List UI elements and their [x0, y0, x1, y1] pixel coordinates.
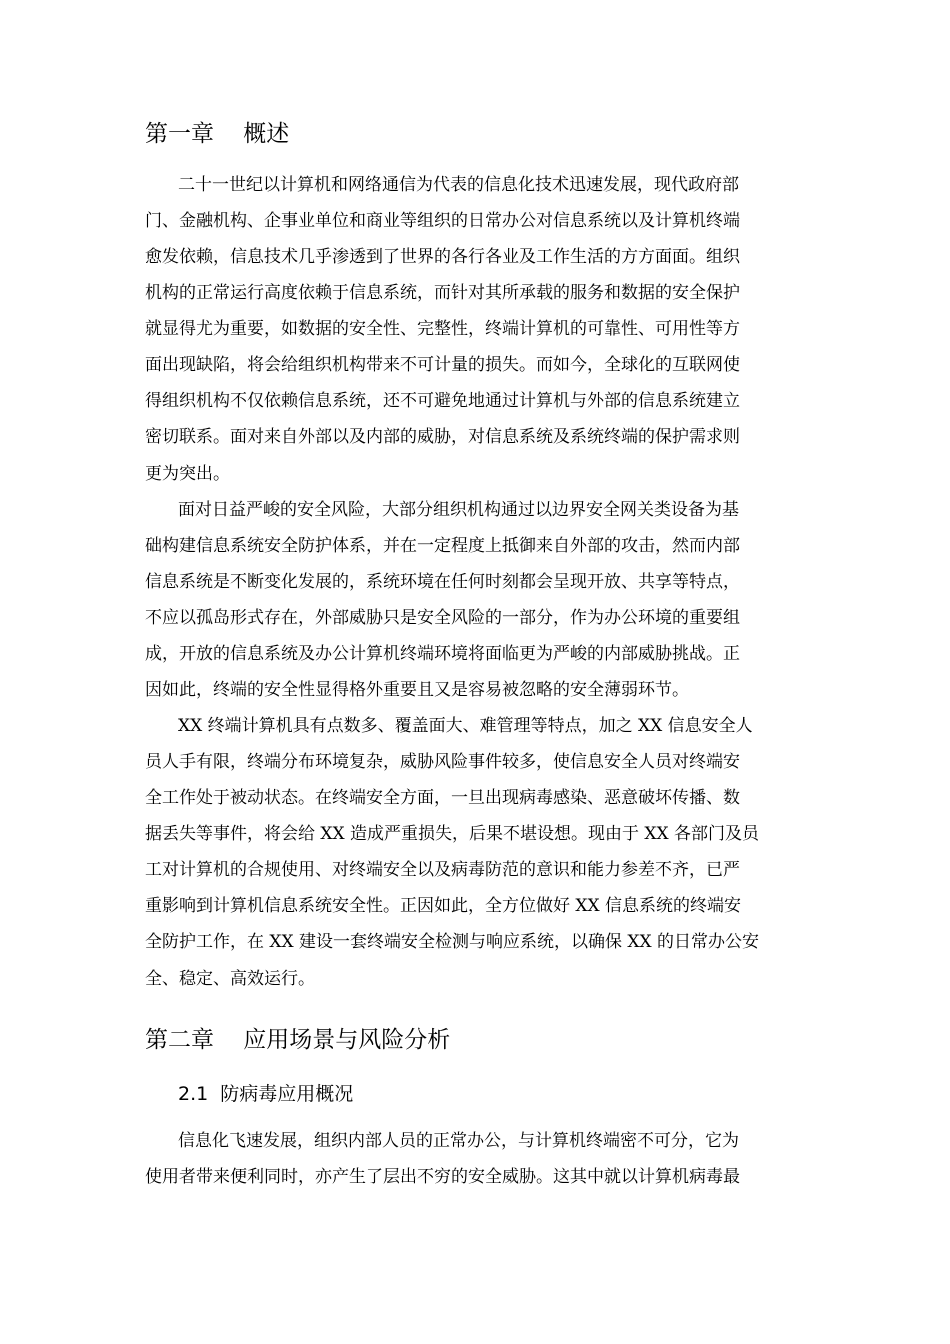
paragraph-line: 更为突出。 [145, 464, 230, 484]
paragraph-line: 全防护工作，在 XX 建设一套终端安全检测与响应系统，以确保 XX 的日常办公安 [145, 932, 760, 952]
paragraph-line: 就显得尤为重要，如数据的安全性、完整性，终端计算机的可靠性、可用性等方 [145, 319, 740, 339]
paragraph-line: 门、金融机构、企事业单位和商业等组织的日常办公对信息系统以及计算机终端 [145, 211, 740, 231]
paragraph-line: 因如此，终端的安全性显得格外重要且又是容易被忽略的安全薄弱环节。 [145, 680, 689, 700]
paragraph-line: 成，开放的信息系统及办公计算机终端环境将面临更为严峻的内部威胁挑战。正 [145, 644, 740, 664]
paragraph-line: 面出现缺陷，将会给组织机构带来不可计量的损失。而如今，全球化的互联网使 [145, 355, 740, 375]
paragraph-line: 工对计算机的合规使用、对终端安全以及病毒防范的意识和能力参差不齐，已严 [145, 860, 740, 880]
section-2-1-title: 2.1 防病毒应用概况 [178, 1083, 354, 1105]
paragraph-line: XX 终端计算机具有点数多、覆盖面大、难管理等特点，加之 XX 信息安全人 [178, 716, 753, 736]
paragraph-line: 不应以孤岛形式存在，外部威胁只是安全风险的一部分，作为办公环境的重要组 [145, 608, 740, 628]
paragraph-line: 使用者带来便利同时，亦产生了层出不穷的安全威胁。这其中就以计算机病毒最 [145, 1167, 740, 1187]
paragraph-line: 得组织机构不仅依赖信息系统，还不可避免地通过计算机与外部的信息系统建立 [145, 391, 740, 411]
paragraph-line: 全、稳定、高效运行。 [145, 969, 315, 989]
paragraph-line: 二十一世纪以计算机和网络通信为代表的信息化技术迅速发展，现代政府部 [178, 175, 739, 195]
paragraph-line: 全工作处于被动状态。在终端安全方面，一旦出现病毒感染、恶意破坏传播、数 [145, 788, 740, 808]
paragraph-line: 愈发依赖，信息技术几乎渗透到了世界的各行各业及工作生活的方方面面。组织 [145, 247, 740, 267]
paragraph-line: 础构建信息系统安全防护体系，并在一定程度上抵御来自外部的攻击，然而内部 [145, 536, 740, 556]
paragraph-line: 信息化飞速发展，组织内部人员的正常办公，与计算机终端密不可分，它为 [178, 1131, 739, 1151]
paragraph-line: 重影响到计算机信息系统安全性。正因如此，全方位做好 XX 信息系统的终端安 [145, 896, 742, 916]
paragraph-line: 密切联系。面对来自外部以及内部的威胁，对信息系统及系统终端的保护需求则 [145, 427, 740, 447]
chapter-1-title: 第一章 概述 [145, 121, 290, 147]
paragraph-line: 面对日益严峻的安全风险，大部分组织机构通过以边界安全网关类设备为基 [178, 500, 739, 520]
paragraph-line: 信息系统是不断变化发展的，系统环境在任何时刻都会呈现开放、共享等特点， [145, 572, 740, 592]
paragraph-line: 员人手有限，终端分布环境复杂，威胁风险事件较多，使信息安全人员对终端安 [145, 752, 740, 772]
paragraph-line: 据丢失等事件，将会给 XX 造成严重损失，后果不堪设想。现由于 XX 各部门及员 [145, 824, 760, 844]
paragraph-line: 机构的正常运行高度依赖于信息系统，而针对其所承载的服务和数据的安全保护 [145, 283, 740, 303]
chapter-2-title: 第二章 应用场景与风险分析 [145, 1027, 451, 1053]
